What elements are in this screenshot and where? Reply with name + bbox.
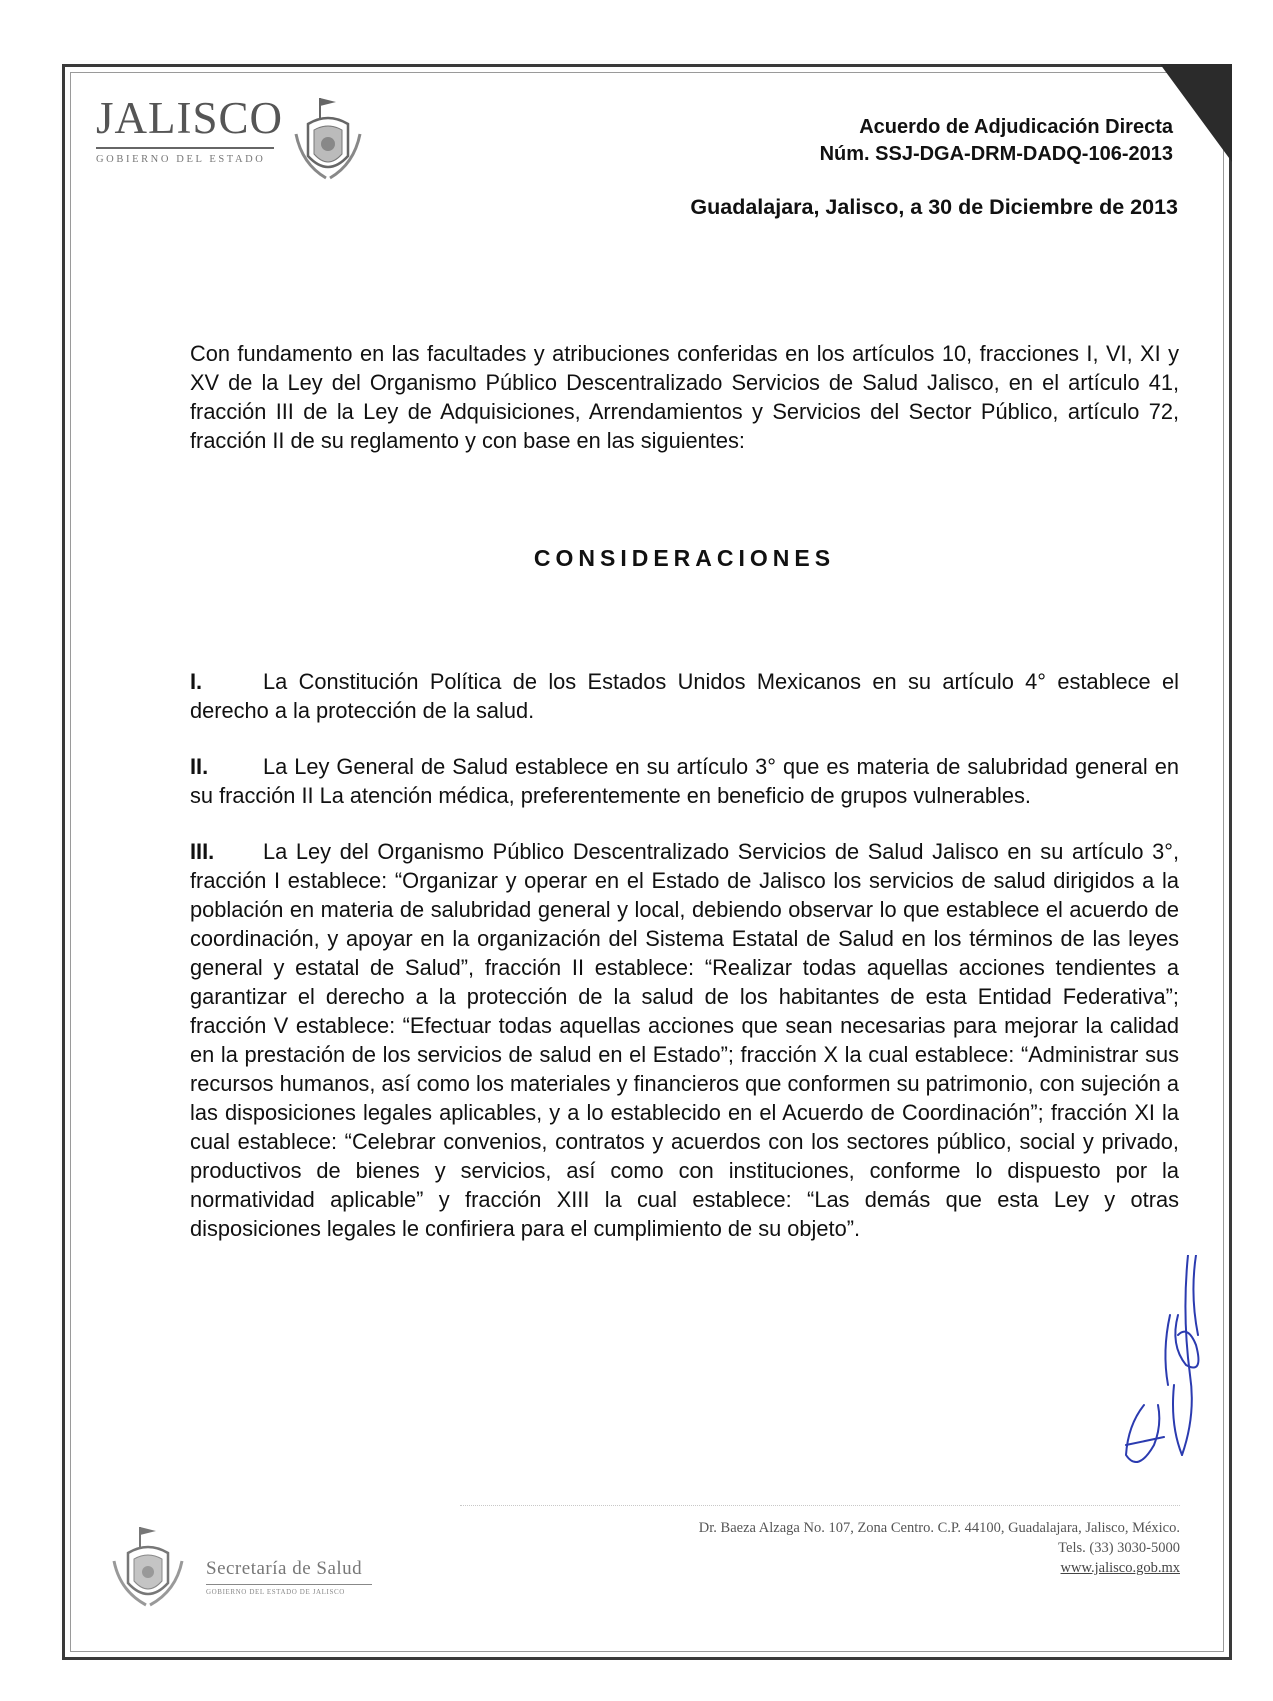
footer-brand [206, 1558, 372, 1596]
considerations-list [190, 667, 1179, 1243]
brand-divider [206, 1584, 372, 1585]
logo-name: JALISCO [96, 93, 284, 143]
document-number: Núm. SSJ-DGA-DRM-DADQ-106-2013 [819, 143, 1173, 165]
secretaria-name: Secretaría de Salud [206, 1558, 363, 1579]
consideration-item [190, 752, 1179, 810]
consideration-item [190, 837, 1179, 1243]
logo-subtitle: GOBIERNO DEL ESTADO [96, 154, 266, 165]
handwritten-initials [1078, 1255, 1218, 1490]
place-date: Guadalajara, Jalisco, a 30 de Diciembre de 2013 [690, 195, 1178, 219]
consideration-text: La Ley del Organismo Público Descentralizado Servicios de Salud Jalisco en su artículo 3°, fracción I establece: “Organizar y operar en el Estado de Jalisco los servicios de salud dirigidos a la población en materia de salubridad general y local, debiendo observar lo que establece el acuerdo de coordinación, y apoyar en la organización del Sistema Estatal de Salud en los términos de las leyes general y estatal de Salud”, fracción II establece: “Realizar todas aquellas acciones tendientes a garantizar el derecho a la protección de la salud de los habitantes de esta Entidad Federativa”; fracción V establece: “Efectuar todas aquellas acciones que sean necesarias para mejorar la calidad en la prestación de los servicios de salud en el Estado”; fracción X la cual establece: “Administrar sus recursos humanos, así como los materiales y financieros que conformen su patrimonio, con sujeción a las disposiciones legales aplicables, y a lo establecido en el Acuerdo de Coordinación”; fracción XI la cual establece: “Celebrar convenios, contratos y acuerdos con los sectores público, social y privado, productivos de bienes y servicios, así como con instituciones, conforme lo dispuesto por la normatividad aplicable” y fracción XIII la cual establece: “Las demás que esta Ley y otras disposiciones legales le confiriera para el cumplimiento de su objeto”. [190, 839, 1179, 1241]
consideration-number: II. [190, 754, 209, 779]
brand-subtitle: GOBIERNO DEL ESTADO DE JALISCO [206, 1588, 345, 1596]
footer-address-line: Dr. Baeza Alzaga No. 107, Zona Centro. C.P. 44100, Guadalajara, Jalisco, México. [698, 1520, 1180, 1536]
footer-website-link[interactable]: www.jalisco.gob.mx [1060, 1560, 1180, 1576]
consideration-text: La Ley General de Salud establece en su artículo 3° que es materia de salubridad general en su fracción II La atención médica, preferentemente en beneficio de grupos vulnerables. [190, 754, 1179, 808]
coat-of-arms-icon [290, 94, 366, 191]
footer-divider [460, 1505, 1180, 1506]
intro-paragraph: Con fundamento en las facultades y atribuciones conferidas en los artículos 10, fracciones I, VI, XI y XV de la Ley del Organismo Público Descentralizado Servicios de Salud Jalisco, en el artículo 41, fracción III de la Ley de Adquisiciones, Arrendamientos y Servicios del Sector Público, artículo 72, fracción II de su reglamento y con base en las siguientes: [190, 341, 1179, 453]
footer-phone: Tels. (33) 3030-5000 [1058, 1540, 1180, 1556]
document-reference [820, 114, 1173, 168]
consideration-text: La Constitución Política de los Estados Unidos Mexicanos en su artículo 4° establece el derecho a la protección de la salud. [190, 669, 1179, 723]
consideration-item [190, 667, 1179, 725]
consideration-number: III. [190, 839, 215, 864]
section-heading: CONSIDERACIONES [533, 545, 836, 571]
document-type: Acuerdo de Adjudicación Directa [859, 116, 1173, 138]
coat-of-arms-icon [108, 1525, 188, 1616]
logo-divider [96, 147, 274, 149]
consideration-number: I. [190, 669, 203, 694]
jalisco-logo [96, 93, 284, 165]
footer-contact [699, 1518, 1180, 1578]
